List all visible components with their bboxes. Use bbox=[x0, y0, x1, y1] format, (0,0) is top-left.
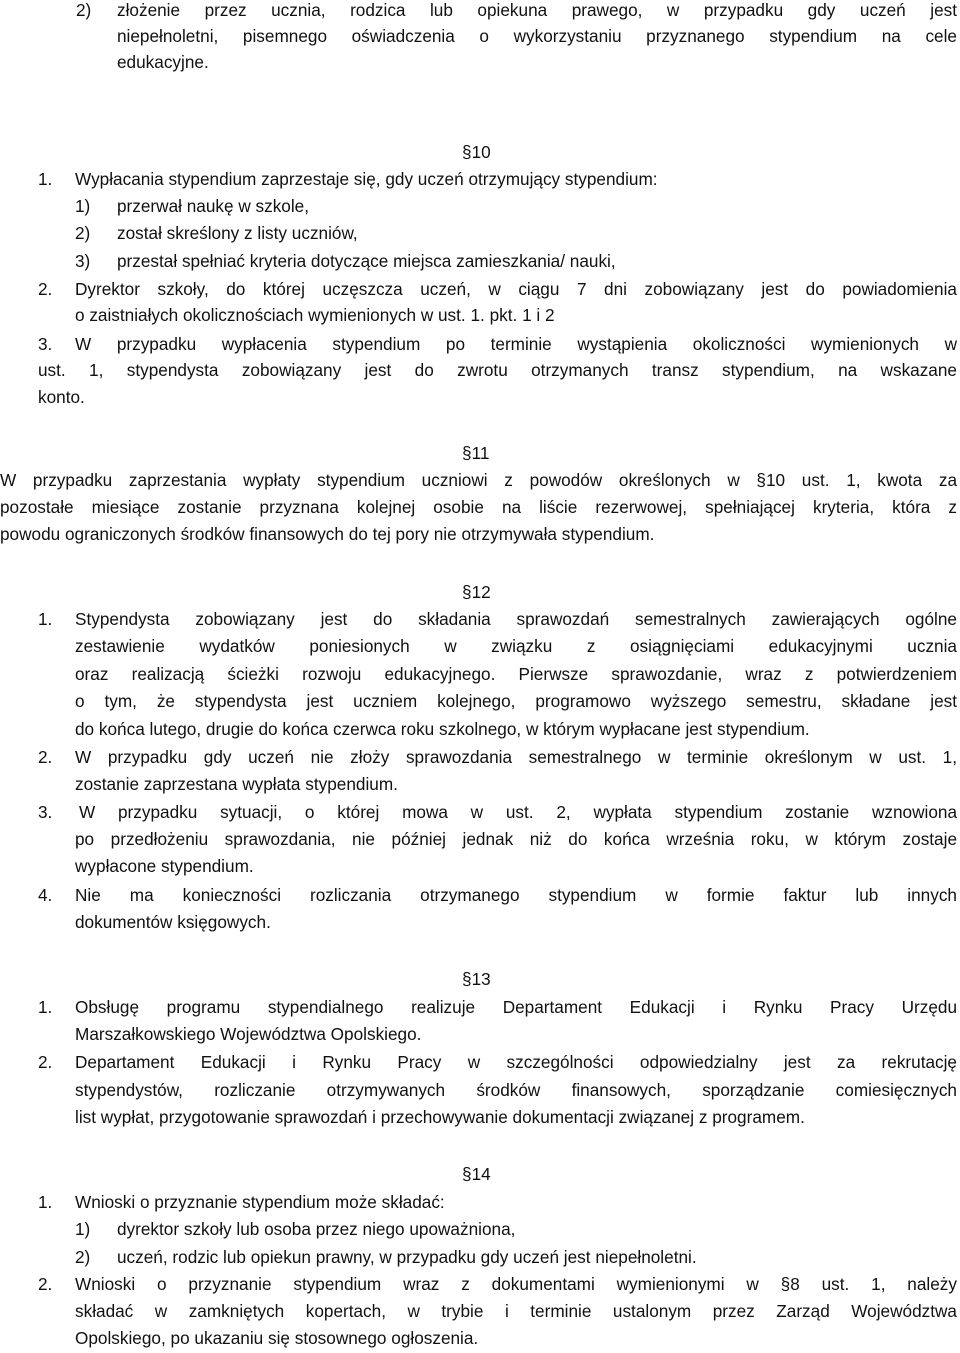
paragraph-line: niepełnoletni, pisemnego oświadczenia o wykorzystaniu przyznanego stypendium na cele bbox=[117, 26, 957, 46]
sub-list-item: przestał spełniać kryteria dotyczące miejsca zamieszkania/ nauki, bbox=[117, 251, 616, 271]
paragraph-line: zestawienie wydatków poniesionych w związku z osiągnięciami edukacyjnymi ucznia bbox=[75, 636, 957, 656]
paragraph-line: konto. bbox=[38, 387, 85, 407]
paragraph-line: wypłacone stypendium. bbox=[75, 856, 254, 876]
sub-list-number: 3) bbox=[75, 251, 91, 271]
list-number: 2. bbox=[38, 1052, 53, 1072]
list-number: 4. bbox=[38, 885, 53, 905]
paragraph-line: Opolskiego, po ukazaniu się stosownego ogłoszenia. bbox=[75, 1328, 479, 1348]
paragraph-line: po przedłożeniu sprawozdania, nie później jednak niż do końca września roku, w którym zostaje bbox=[75, 829, 957, 849]
paragraph-line: złożenie przez ucznia, rodzica lub opiekuna prawego, w przypadku gdy uczeń jest bbox=[117, 0, 957, 20]
sub-list-item: dyrektor szkoły lub osoba przez niego upoważniona, bbox=[117, 1219, 516, 1239]
paragraph-line: Marszałkowskiego Województwa Opolskiego. bbox=[75, 1024, 422, 1044]
paragraph-line: Wnioski o przyznanie stypendium może składać: bbox=[75, 1192, 445, 1212]
section-heading: §14 bbox=[462, 1164, 491, 1184]
sub-list-number: 1) bbox=[75, 1219, 91, 1239]
sub-list-item: przerwał naukę w szkole, bbox=[117, 196, 310, 216]
list-number: 1. bbox=[38, 609, 53, 629]
paragraph-line: dokumentów księgowych. bbox=[75, 912, 271, 932]
paragraph-line: powodu ograniczonych środków finansowych do tej pory nie otrzymywała stypendium. bbox=[0, 524, 655, 544]
list-number: 3. bbox=[38, 802, 53, 822]
section-sign-icon: § bbox=[462, 1164, 472, 1184]
paragraph-line: do końca lutego, drugie do końca czerwca roku szkolnego, w którym wypłacane jest stypendium. bbox=[75, 719, 810, 739]
section-sign-icon: § bbox=[462, 443, 472, 463]
paragraph-line: Wnioski o przyznanie stypendium wraz z dokumentami wymienionymi w §8 ust. 1, należy bbox=[75, 1274, 957, 1294]
paragraph-line: składać w zamkniętych kopertach, w trybie i terminie ustalonym przez Zarząd Województwa bbox=[75, 1301, 957, 1321]
list-number: 2. bbox=[38, 747, 53, 767]
section-heading: §12 bbox=[462, 582, 491, 602]
paragraph-line: zostanie zaprzestana wypłata stypendium. bbox=[75, 774, 398, 794]
paragraph-line: edukacyjne. bbox=[117, 52, 209, 72]
paragraph-line: oraz realizacją ścieżki rozwoju edukacyjnego. Pierwsze sprawozdanie, wraz z potwierdzeniem bbox=[75, 664, 957, 684]
paragraph-line: list wypłat, przygotowanie sprawozdań i przechowywanie dokumentacji związanej z programem. bbox=[75, 1107, 805, 1127]
section-heading: §11 bbox=[462, 443, 490, 463]
list-number: 1. bbox=[38, 997, 53, 1017]
paragraph-line: Wypłacania stypendium zaprzestaje się, gdy uczeń otrzymujący stypendium: bbox=[75, 169, 658, 189]
list-number: 1. bbox=[38, 169, 53, 189]
list-number: 2. bbox=[38, 1274, 53, 1294]
list-number: 2) bbox=[76, 0, 92, 20]
list-number: 2. bbox=[38, 279, 53, 299]
paragraph-line: Departament Edukacji i Rynku Pracy w szczególności odpowiedzialny jest za rekrutację bbox=[75, 1052, 957, 1072]
section-heading: §13 bbox=[462, 969, 491, 989]
paragraph-line: Nie ma konieczności rozliczania otrzymanego stypendium w formie faktur lub innych bbox=[75, 885, 957, 905]
section-sign-icon: § bbox=[462, 969, 472, 989]
sub-list-number: 2) bbox=[75, 1247, 91, 1267]
list-number: 3. bbox=[38, 334, 53, 354]
paragraph-line: o zaistniałych okolicznościach wymienionych w ust. 1. pkt. 1 i 2 bbox=[75, 305, 555, 325]
paragraph-line: W przypadku sytuacji, o której mowa w ust. 2, wypłata stypendium zostanie wznowiona bbox=[79, 802, 957, 822]
sub-list-number: 1) bbox=[75, 196, 91, 216]
paragraph-line: W przypadku wypłacenia stypendium po terminie wystąpienia okoliczności wymienionych w bbox=[75, 334, 957, 354]
section-sign-icon: § bbox=[462, 582, 472, 602]
paragraph-line: Stypendysta zobowiązany jest do składania sprawozdań semestralnych zawierających ogólne bbox=[75, 609, 957, 629]
sub-list-item: uczeń, rodzic lub opiekun prawny, w przypadku gdy uczeń jest niepełnoletni. bbox=[117, 1247, 697, 1267]
sub-list-item: został skreślony z listy uczniów, bbox=[117, 223, 358, 243]
paragraph-line: stypendystów, rozliczanie otrzymywanych środków finansowych, sporządzanie comiesięcznych bbox=[75, 1080, 957, 1100]
paragraph-line: Dyrektor szkoły, do której uczęszcza uczeń, w ciągu 7 dni zobowiązany jest do powiadomienia bbox=[75, 279, 957, 299]
paragraph-line: ust. 1, stypendysta zobowiązany jest do zwrotu otrzymanych transz stypendium, na wskazane bbox=[38, 360, 957, 380]
section-sign-icon: § bbox=[462, 142, 472, 162]
paragraph-line: Obsługę programu stypendialnego realizuje Departament Edukacji i Rynku Pracy Urzędu bbox=[75, 997, 957, 1017]
paragraph-line: W przypadku gdy uczeń nie złoży sprawozdania semestralnego w terminie określonym w ust. 1, bbox=[75, 747, 957, 767]
section-heading: §10 bbox=[462, 142, 491, 162]
paragraph-line: pozostałe miesiące zostanie przyznana kolejnej osobie na liście rezerwowej, spełniającej kryteria, która z bbox=[0, 497, 957, 517]
sub-list-number: 2) bbox=[75, 223, 91, 243]
paragraph-line: o tym, że stypendysta jest uczniem kolejnego, programowo wyższego semestru, składane jest bbox=[75, 691, 957, 711]
list-number: 1. bbox=[38, 1192, 53, 1212]
paragraph-line: W przypadku zaprzestania wypłaty stypendium uczniowi z powodów określonych w §10 ust. 1, kwota za bbox=[0, 470, 957, 490]
